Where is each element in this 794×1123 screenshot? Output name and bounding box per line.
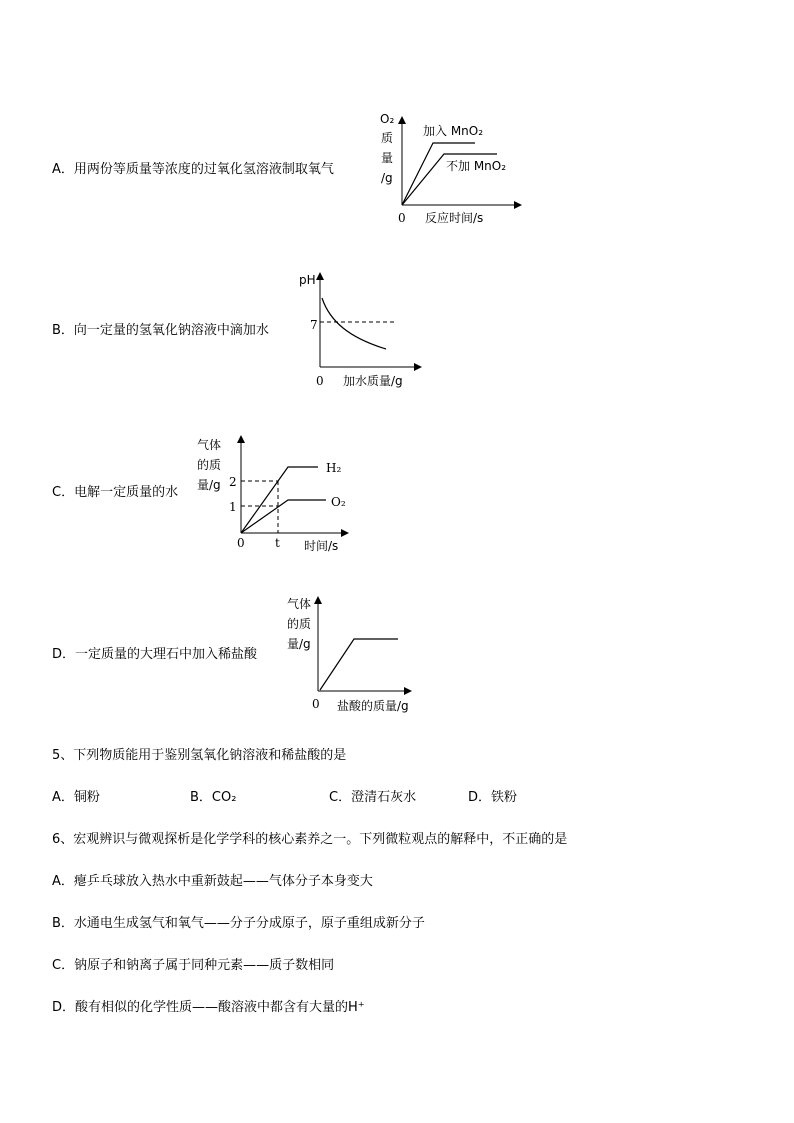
q4-option-b: B．向一定量的氢氧化钠溶液中滴加水	[52, 323, 269, 338]
q5-stem: 5、下列物质能用于鉴别氢氧化钠溶液和稀盐酸的是	[52, 748, 347, 763]
graph-c-curve-h2	[241, 467, 318, 533]
graph-d-x-label: 盐酸的质量/g	[337, 699, 409, 713]
graph-d-y-label-1: 气体	[287, 597, 312, 611]
graph-b-origin: 0	[316, 374, 324, 388]
graph-a-series-2: 不加 MnO₂	[446, 159, 507, 173]
q5-option-b: B．CO₂	[190, 790, 237, 805]
graph-c-y-tick-1: 1	[229, 500, 237, 514]
graph-a-y-label-3: 量	[381, 151, 394, 165]
graph-a-series-1: 加入 MnO₂	[423, 124, 484, 138]
q4-option-d: D．一定质量的大理石中加入稀盐酸	[52, 647, 258, 662]
graph-c-y-label-3: 量/g	[197, 478, 221, 492]
graph-c-y-label-2: 的质	[197, 458, 222, 472]
graph-a-curve-without-mno2	[402, 154, 497, 205]
graph-c-curve-o2	[241, 500, 326, 533]
graph-a-curve-with-mno2	[402, 143, 475, 205]
q4-option-c: C．电解一定质量的水	[52, 485, 179, 500]
q6-option-d: D．酸有相似的化学性质——酸溶液中都含有大量的H⁺	[52, 1000, 365, 1015]
graph-a-y-label-4: /g	[381, 171, 393, 185]
graph-a-y-label-2: 质	[381, 131, 394, 145]
graph-c-y-label-1: 气体	[197, 438, 222, 452]
graph-c-series-h2: H₂	[326, 461, 342, 475]
graph-a-x-label: 反应时间/s	[425, 211, 484, 225]
graph-c-series-o2: O₂	[331, 495, 346, 509]
q5-option-c: C．澄清石灰水	[329, 790, 417, 805]
graph-b-curve	[322, 298, 386, 349]
q6-option-a: A．瘪乒乓球放入热水中重新鼓起——气体分子本身变大	[52, 874, 373, 889]
q5-option-a: A．铜粉	[52, 790, 100, 805]
graph-a-y-label-1: O₂	[380, 112, 395, 126]
graph-a-origin: 0	[398, 211, 406, 225]
q6-stem: 6、宏观辨识与微观探析是化学学科的核心素养之一。下列微粒观点的解释中，不正确的是	[52, 832, 568, 847]
q6-option-b: B．水通电生成氢气和氧气——分子分成原子，原子重组成新分子	[52, 916, 425, 931]
graph-d-curve	[320, 639, 398, 690]
graph-c-x-label: 时间/s	[304, 539, 339, 553]
graph-d-y-label-2: 的质	[287, 617, 312, 631]
graph-d-origin: 0	[312, 697, 320, 711]
graph-b-y-label: pH	[299, 273, 316, 287]
graph-c-y-tick-2: 2	[229, 475, 237, 489]
graph-b-y-tick: 7	[310, 318, 318, 332]
graph-b-x-label: 加水质量/g	[343, 374, 403, 388]
graph-d-y-label-3: 量/g	[287, 637, 311, 651]
q5-option-d: D．铁粉	[468, 790, 518, 805]
q4-option-a: A．用两份等质量等浓度的过氧化氢溶液制取氧气	[52, 162, 334, 177]
graph-c-x-tick: t	[275, 536, 280, 550]
graph-c-origin: 0	[237, 536, 245, 550]
q6-option-c: C．钠原子和钠离子属于同种元素——质子数相同	[52, 958, 335, 973]
